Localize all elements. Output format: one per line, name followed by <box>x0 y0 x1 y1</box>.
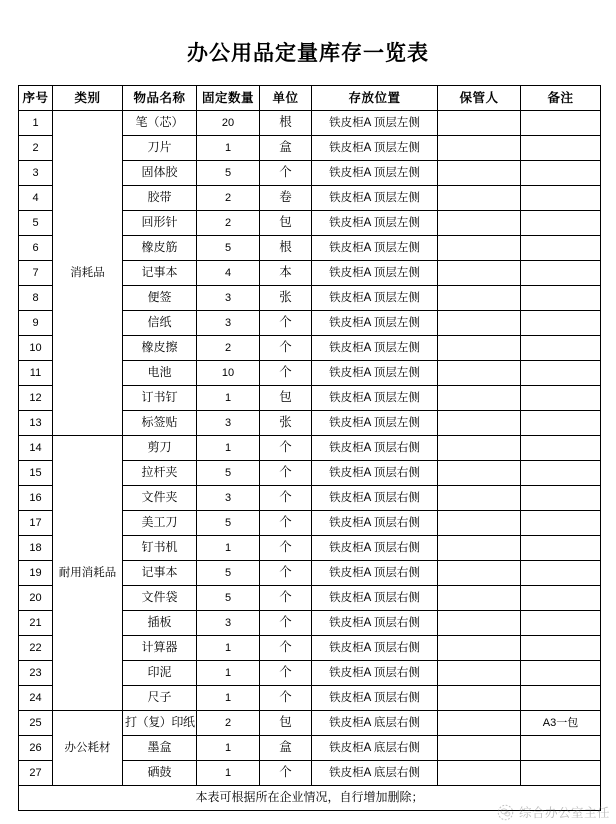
cell-remark <box>521 486 601 511</box>
cell-keeper <box>438 211 521 236</box>
cell-location: 铁皮柜A 顶层左侧 <box>312 336 438 361</box>
cell-quantity: 1 <box>197 661 260 686</box>
footer-note: 本表可根据所在企业情况，自行增加删除； <box>19 786 601 811</box>
cell-quantity: 3 <box>197 411 260 436</box>
cell-unit: 个 <box>260 561 312 586</box>
cell-remark <box>521 436 601 461</box>
cell-index: 3 <box>19 161 53 186</box>
cell-location: 铁皮柜A 顶层左侧 <box>312 311 438 336</box>
cell-keeper <box>438 386 521 411</box>
cell-item-name: 固体胶 <box>123 161 197 186</box>
cell-quantity: 1 <box>197 436 260 461</box>
cell-location: 铁皮柜A 顶层左侧 <box>312 236 438 261</box>
cell-unit: 张 <box>260 286 312 311</box>
cell-index: 25 <box>19 711 53 736</box>
cell-quantity: 1 <box>197 386 260 411</box>
cell-category: 办公耗材 <box>53 711 123 786</box>
cell-category: 耐用消耗品 <box>53 436 123 711</box>
cell-remark <box>521 211 601 236</box>
cell-keeper <box>438 186 521 211</box>
cell-location: 铁皮柜A 顶层左侧 <box>312 186 438 211</box>
cell-keeper <box>438 636 521 661</box>
cell-keeper <box>438 436 521 461</box>
cell-unit: 盒 <box>260 136 312 161</box>
cell-item-name: 美工刀 <box>123 511 197 536</box>
cell-index: 4 <box>19 186 53 211</box>
inventory-table <box>18 85 601 811</box>
cell-location: 铁皮柜A 顶层右侧 <box>312 586 438 611</box>
table-header <box>19 86 601 111</box>
cell-location: 铁皮柜A 顶层左侧 <box>312 411 438 436</box>
cell-remark <box>521 111 601 136</box>
cell-item-name: 胶带 <box>123 186 197 211</box>
cell-quantity: 3 <box>197 611 260 636</box>
cell-item-name: 信纸 <box>123 311 197 336</box>
cell-location: 铁皮柜A 顶层右侧 <box>312 511 438 536</box>
cell-item-name: 回形针 <box>123 211 197 236</box>
cell-keeper <box>438 586 521 611</box>
cell-unit: 个 <box>260 461 312 486</box>
cell-item-name: 橡皮筋 <box>123 236 197 261</box>
cell-remark <box>521 261 601 286</box>
cell-unit: 包 <box>260 211 312 236</box>
cell-quantity: 5 <box>197 461 260 486</box>
column-header-location: 存放位置 <box>312 86 438 111</box>
cell-remark: A3一包 <box>521 711 601 736</box>
cell-quantity: 1 <box>197 636 260 661</box>
cell-quantity: 3 <box>197 311 260 336</box>
cell-item-name: 硒鼓 <box>123 761 197 786</box>
cell-keeper <box>438 111 521 136</box>
cell-index: 16 <box>19 486 53 511</box>
cell-index: 13 <box>19 411 53 436</box>
cell-unit: 个 <box>260 486 312 511</box>
cell-quantity: 3 <box>197 486 260 511</box>
cell-remark <box>521 286 601 311</box>
cell-unit: 个 <box>260 636 312 661</box>
cell-keeper <box>438 461 521 486</box>
inventory-table-container <box>18 85 600 811</box>
cell-index: 20 <box>19 586 53 611</box>
cell-keeper <box>438 161 521 186</box>
cell-location: 铁皮柜A 底层右侧 <box>312 711 438 736</box>
cell-quantity: 2 <box>197 211 260 236</box>
cell-location: 铁皮柜A 顶层左侧 <box>312 361 438 386</box>
cell-unit: 个 <box>260 511 312 536</box>
cell-item-name: 拉杆夹 <box>123 461 197 486</box>
cell-location: 铁皮柜A 顶层右侧 <box>312 436 438 461</box>
cell-location: 铁皮柜A 顶层右侧 <box>312 661 438 686</box>
cell-unit: 张 <box>260 411 312 436</box>
cell-index: 2 <box>19 136 53 161</box>
cell-remark <box>521 736 601 761</box>
cell-location: 铁皮柜A 顶层左侧 <box>312 386 438 411</box>
column-header-remark: 备注 <box>521 86 601 111</box>
cell-quantity: 5 <box>197 561 260 586</box>
cell-quantity: 4 <box>197 261 260 286</box>
cell-index: 27 <box>19 761 53 786</box>
cell-keeper <box>438 411 521 436</box>
cell-remark <box>521 536 601 561</box>
cell-index: 9 <box>19 311 53 336</box>
cell-location: 铁皮柜A 底层右侧 <box>312 736 438 761</box>
cell-remark <box>521 636 601 661</box>
cell-keeper <box>438 686 521 711</box>
cell-keeper <box>438 136 521 161</box>
cell-keeper <box>438 336 521 361</box>
cell-item-name-text: 打（复）印纸 <box>125 715 195 730</box>
cell-quantity: 2 <box>197 711 260 736</box>
cell-unit: 个 <box>260 361 312 386</box>
cell-unit: 包 <box>260 386 312 411</box>
cell-location: 铁皮柜A 顶层右侧 <box>312 486 438 511</box>
cell-remark <box>521 461 601 486</box>
cell-unit: 包 <box>260 711 312 736</box>
cell-item-name: 钉书机 <box>123 536 197 561</box>
cell-index: 22 <box>19 636 53 661</box>
cell-item-name: 刀片 <box>123 136 197 161</box>
cell-item-name: 笔（芯） <box>123 111 197 136</box>
cell-location: 铁皮柜A 顶层右侧 <box>312 636 438 661</box>
cell-index: 12 <box>19 386 53 411</box>
cell-quantity: 5 <box>197 236 260 261</box>
cell-quantity: 1 <box>197 536 260 561</box>
cell-unit: 个 <box>260 436 312 461</box>
cell-quantity: 3 <box>197 286 260 311</box>
cell-remark <box>521 586 601 611</box>
cell-quantity: 10 <box>197 361 260 386</box>
cell-item-name: 尺子 <box>123 686 197 711</box>
cell-remark <box>521 761 601 786</box>
cell-item-name: 剪刀 <box>123 436 197 461</box>
cell-index: 8 <box>19 286 53 311</box>
cell-unit: 个 <box>260 686 312 711</box>
table-row <box>19 111 601 136</box>
cell-item-name: 订书钉 <box>123 386 197 411</box>
column-header-category: 类别 <box>53 86 123 111</box>
column-header-index: 序号 <box>19 86 53 111</box>
cell-category: 消耗品 <box>53 111 123 436</box>
cell-unit: 个 <box>260 761 312 786</box>
cell-item-name: 墨盒 <box>123 736 197 761</box>
cell-location: 铁皮柜A 底层右侧 <box>312 761 438 786</box>
page-title: 办公用品定量库存一览表 <box>187 40 429 65</box>
cell-keeper <box>438 761 521 786</box>
cell-index: 6 <box>19 236 53 261</box>
cell-item-name: 便签 <box>123 286 197 311</box>
cell-unit: 根 <box>260 236 312 261</box>
cell-location: 铁皮柜A 顶层左侧 <box>312 161 438 186</box>
cell-location: 铁皮柜A 顶层右侧 <box>312 611 438 636</box>
cell-keeper <box>438 361 521 386</box>
cell-keeper <box>438 236 521 261</box>
cell-location: 铁皮柜A 顶层右侧 <box>312 561 438 586</box>
cell-unit: 盒 <box>260 736 312 761</box>
column-header-item: 物品名称 <box>123 86 197 111</box>
cell-item-name <box>123 711 197 736</box>
cell-quantity: 2 <box>197 186 260 211</box>
cell-item-name: 计算器 <box>123 636 197 661</box>
cell-location: 铁皮柜A 顶层左侧 <box>312 261 438 286</box>
cell-index: 19 <box>19 561 53 586</box>
cell-item-name: 记事本 <box>123 261 197 286</box>
cell-location: 铁皮柜A 顶层右侧 <box>312 686 438 711</box>
cell-index: 24 <box>19 686 53 711</box>
cell-index: 26 <box>19 736 53 761</box>
cell-unit: 根 <box>260 111 312 136</box>
cell-remark <box>521 361 601 386</box>
cell-quantity: 1 <box>197 686 260 711</box>
table-footer-row <box>19 786 601 811</box>
cell-quantity: 1 <box>197 136 260 161</box>
cell-item-name: 印泥 <box>123 661 197 686</box>
cell-index: 23 <box>19 661 53 686</box>
cell-keeper <box>438 311 521 336</box>
cell-item-name: 文件夹 <box>123 486 197 511</box>
cell-index: 1 <box>19 111 53 136</box>
cell-index: 5 <box>19 211 53 236</box>
cell-item-name: 标签贴 <box>123 411 197 436</box>
cell-index: 21 <box>19 611 53 636</box>
cell-index: 14 <box>19 436 53 461</box>
cell-location: 铁皮柜A 顶层左侧 <box>312 111 438 136</box>
cell-index: 10 <box>19 336 53 361</box>
cell-quantity: 2 <box>197 336 260 361</box>
cell-keeper <box>438 261 521 286</box>
cell-unit: 个 <box>260 161 312 186</box>
column-header-keeper: 保管人 <box>438 86 521 111</box>
cell-remark <box>521 611 601 636</box>
cell-quantity: 5 <box>197 586 260 611</box>
cell-item-name: 电池 <box>123 361 197 386</box>
column-header-unit: 单位 <box>260 86 312 111</box>
cell-unit: 个 <box>260 311 312 336</box>
cell-unit: 本 <box>260 261 312 286</box>
table-header-row <box>19 86 601 111</box>
cell-remark <box>521 411 601 436</box>
cell-unit: 卷 <box>260 186 312 211</box>
cell-keeper <box>438 286 521 311</box>
cell-remark <box>521 336 601 361</box>
cell-keeper <box>438 561 521 586</box>
column-header-quantity: 固定数量 <box>197 86 260 111</box>
cell-unit: 个 <box>260 586 312 611</box>
cell-remark <box>521 311 601 336</box>
cell-unit: 个 <box>260 536 312 561</box>
cell-keeper <box>438 736 521 761</box>
cell-unit: 个 <box>260 661 312 686</box>
table-row <box>19 711 601 736</box>
cell-unit: 个 <box>260 336 312 361</box>
cell-item-name: 插板 <box>123 611 197 636</box>
cell-index: 18 <box>19 536 53 561</box>
cell-keeper <box>438 511 521 536</box>
cell-index: 17 <box>19 511 53 536</box>
cell-keeper <box>438 611 521 636</box>
cell-keeper <box>438 486 521 511</box>
cell-location: 铁皮柜A 顶层左侧 <box>312 286 438 311</box>
cell-index: 11 <box>19 361 53 386</box>
cell-quantity: 20 <box>197 111 260 136</box>
watermark-text: 综合办公室主任 <box>518 806 610 820</box>
cell-remark <box>521 511 601 536</box>
cell-keeper <box>438 711 521 736</box>
cell-unit: 个 <box>260 611 312 636</box>
cell-remark <box>521 686 601 711</box>
cell-remark <box>521 161 601 186</box>
cell-location: 铁皮柜A 顶层右侧 <box>312 536 438 561</box>
cell-remark <box>521 661 601 686</box>
cell-location: 铁皮柜A 顶层右侧 <box>312 461 438 486</box>
cell-quantity: 5 <box>197 511 260 536</box>
cell-keeper <box>438 661 521 686</box>
cell-index: 15 <box>19 461 53 486</box>
cell-keeper <box>438 536 521 561</box>
cell-remark <box>521 186 601 211</box>
cell-location: 铁皮柜A 顶层左侧 <box>312 136 438 161</box>
cell-item-name: 橡皮擦 <box>123 336 197 361</box>
cell-quantity: 5 <box>197 161 260 186</box>
cell-remark <box>521 236 601 261</box>
cell-quantity: 1 <box>197 736 260 761</box>
cell-remark <box>521 136 601 161</box>
table-row <box>19 436 601 461</box>
cell-index: 7 <box>19 261 53 286</box>
cell-item-name: 文件袋 <box>123 586 197 611</box>
table-body <box>19 111 601 811</box>
cell-remark <box>521 561 601 586</box>
cell-item-name: 记事本 <box>123 561 197 586</box>
cell-remark <box>521 386 601 411</box>
cell-location: 铁皮柜A 顶层左侧 <box>312 211 438 236</box>
cell-quantity: 1 <box>197 761 260 786</box>
